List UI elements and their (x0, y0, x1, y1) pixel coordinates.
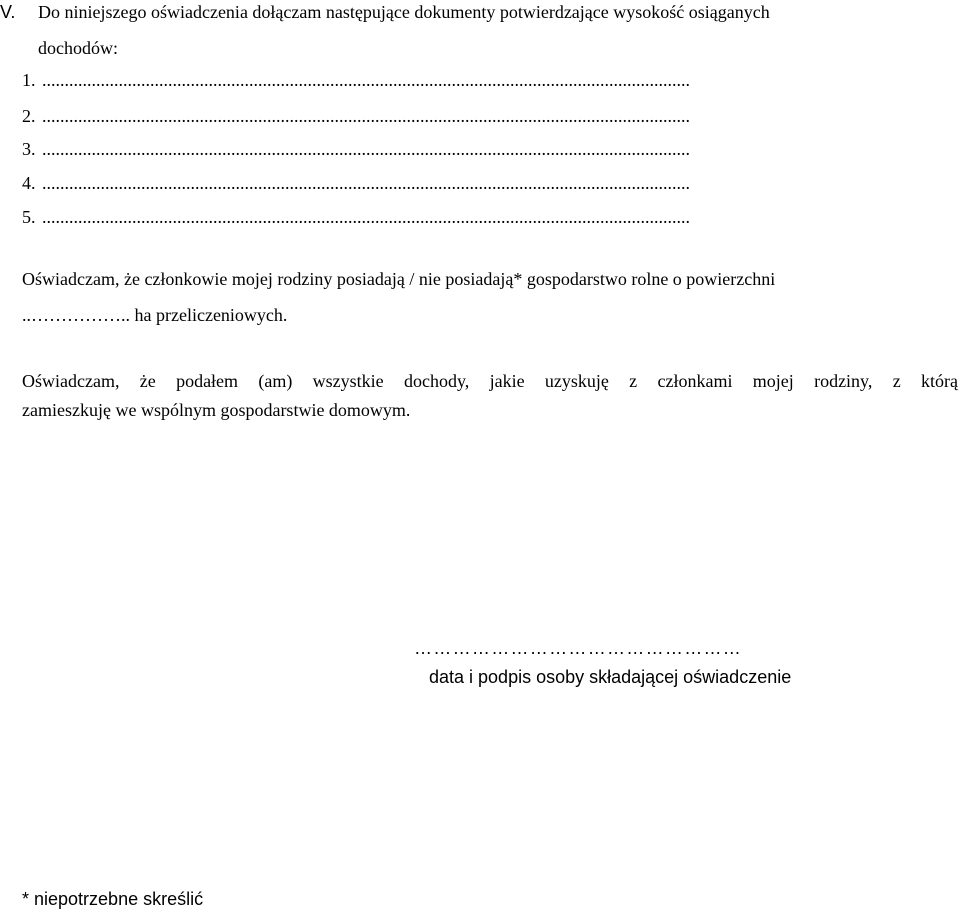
signature-line: …………………………………………… (414, 638, 743, 658)
list-item-number: 2. (22, 106, 36, 126)
farm-area-unit: ha przeliczeniowych. (130, 305, 288, 325)
list-item-blank: ................................................................................................................................................ (42, 106, 690, 126)
income-declaration-line-2: zamieszkuję we wspólnym gospodarstwie domowym. (22, 400, 411, 420)
list-item-number: 3. (22, 139, 36, 159)
income-declaration-line-1: Oświadczam, że podałem (am) wszystkie dochody, jakie uzyskuję z członkami mojej rodziny, z którą (22, 371, 958, 391)
footnote: * niepotrzebne skreślić (22, 889, 204, 909)
list-item (22, 69, 690, 91)
farm-declaration-line-1: Oświadczam, że członkowie mojej rodziny posiadają / nie posiadają* gospodarstwo rolne o powierzchni (22, 269, 776, 289)
farm-area-blank: ..…………….. (22, 305, 130, 325)
list-item (22, 105, 690, 127)
list-item-blank: ................................................................................................................................................ (42, 70, 690, 90)
list-item (22, 172, 690, 194)
farm-declaration-line-2 (22, 304, 287, 326)
list-item-number: 5. (22, 207, 36, 227)
signature-caption: data i podpis osoby składającej oświadczenie (429, 667, 792, 687)
list-item-blank: ................................................................................................................................................ (42, 173, 690, 193)
list-item (22, 138, 690, 160)
list-item-blank: ................................................................................................................................................ (42, 139, 690, 159)
section-number: V. (0, 2, 16, 22)
list-item (22, 206, 690, 228)
list-item-number: 4. (22, 173, 36, 193)
list-item-blank: ................................................................................................................................................ (42, 207, 690, 227)
section-heading-line-1: Do niniejszego oświadczenia dołączam następujące dokumenty potwierdzające wysokość osiąganych (38, 2, 770, 22)
list-item-number: 1. (22, 70, 36, 90)
section-heading-line-2: dochodów: (38, 38, 118, 58)
